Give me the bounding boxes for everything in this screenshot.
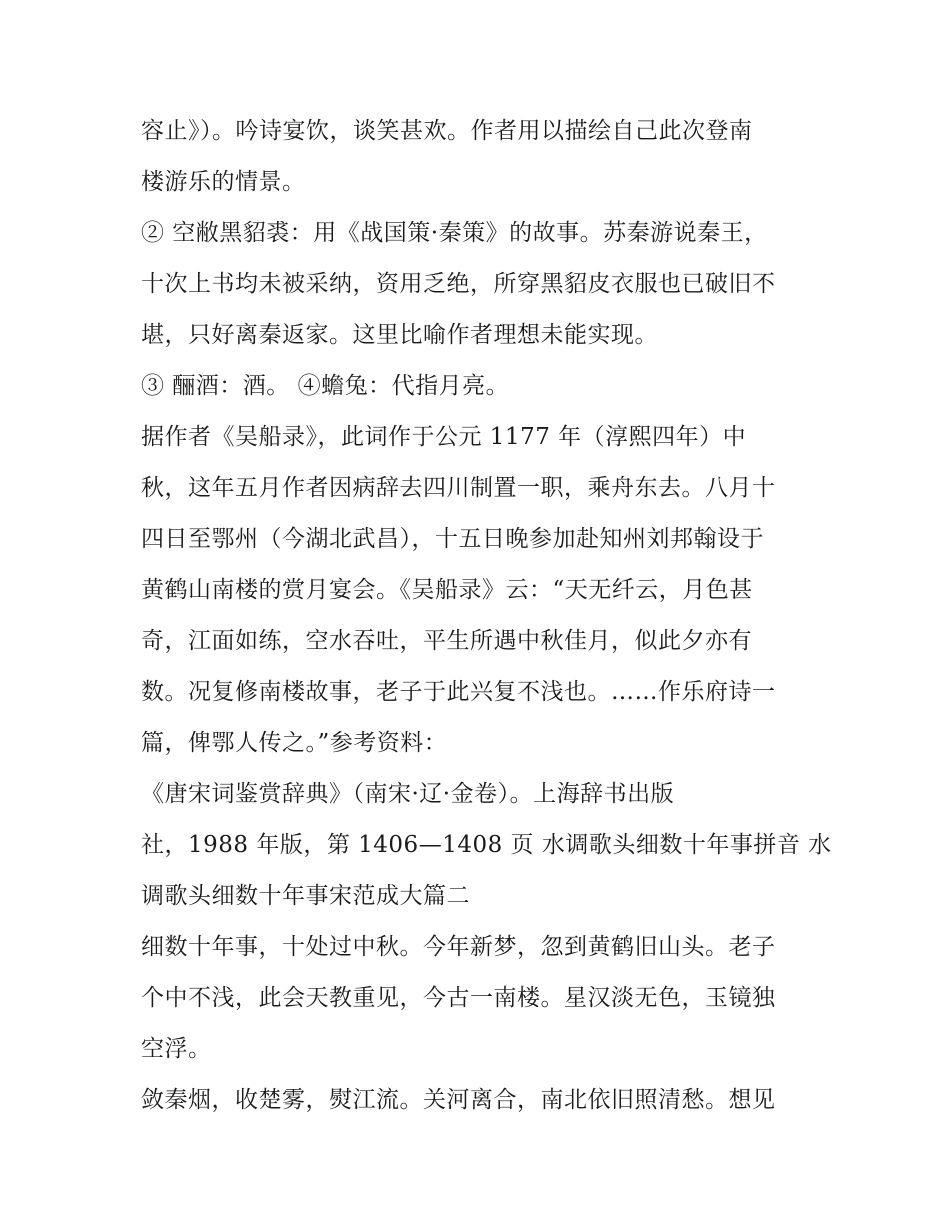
text-line: 十次上书均未被采纳，资用乏绝，所穿黑貂皮衣服也已破旧不: [141, 271, 776, 297]
text-line: 奇，江面如练，空水吞吐，平生所遇中秋佳月，似此夕亦有: [141, 628, 752, 654]
text-line: ② 空敝黑貂裘：用《战国策·秦策》的故事。苏秦游说秦王，: [141, 220, 768, 246]
text-line: 据作者《吴船录》，此词作于公元 1177 年（淳熙四年）中: [141, 424, 747, 450]
text-line: 敛秦烟，收楚雾，熨江流。关河离合，南北依旧照清愁。想见: [141, 1087, 776, 1113]
text-line: 空浮。: [141, 1036, 212, 1062]
text-line: 四日至鄂州（今湖北武昌），十五日晚参加赴知州刘邦翰设于: [141, 526, 764, 552]
text-line: 秋，这年五月作者因病辞去四川制置一职，乘舟东去。八月十: [141, 475, 776, 501]
text-line: 调歌头细数十年事宋范成大篇二: [141, 883, 470, 909]
text-line: 篇，俾鄂人传之。”参考资料：: [141, 730, 448, 756]
text-line: 容止》）。吟诗宴饮，谈笑甚欢。作者用以描绘自己此次登南: [141, 118, 753, 144]
text-line: 黄鹤山南楼的赏月宴会。《吴船录》云：“天无纤云，月色甚: [141, 577, 753, 603]
text-line: 细数十年事，十处过中秋。今年新梦，忽到黄鹤旧山头。老子: [141, 934, 776, 960]
text-line: 堪，只好离秦返家。这里比喻作者理想未能实现。: [141, 322, 658, 348]
text-line: 个中不浅，此会天教重见，今古一南楼。星汉淡无色，玉镜独: [141, 985, 776, 1011]
text-line: 楼游乐的情景。: [141, 169, 306, 195]
text-line: 《唐宋词鉴赏辞典》（南宋·辽·金卷）。上海辞书出版: [141, 781, 675, 807]
document-body: [141, 106, 832, 1126]
text-line: 社，1988 年版，第 1406—1408 页 水调歌头细数十年事拼音 水: [141, 832, 832, 858]
text-line: 数。况复修南楼故事，老子于此兴复不浅也。……作乐府诗一: [141, 679, 776, 705]
text-line: ③ 酾酒：酒。 ④蟾兔：代指月亮。: [141, 373, 510, 399]
